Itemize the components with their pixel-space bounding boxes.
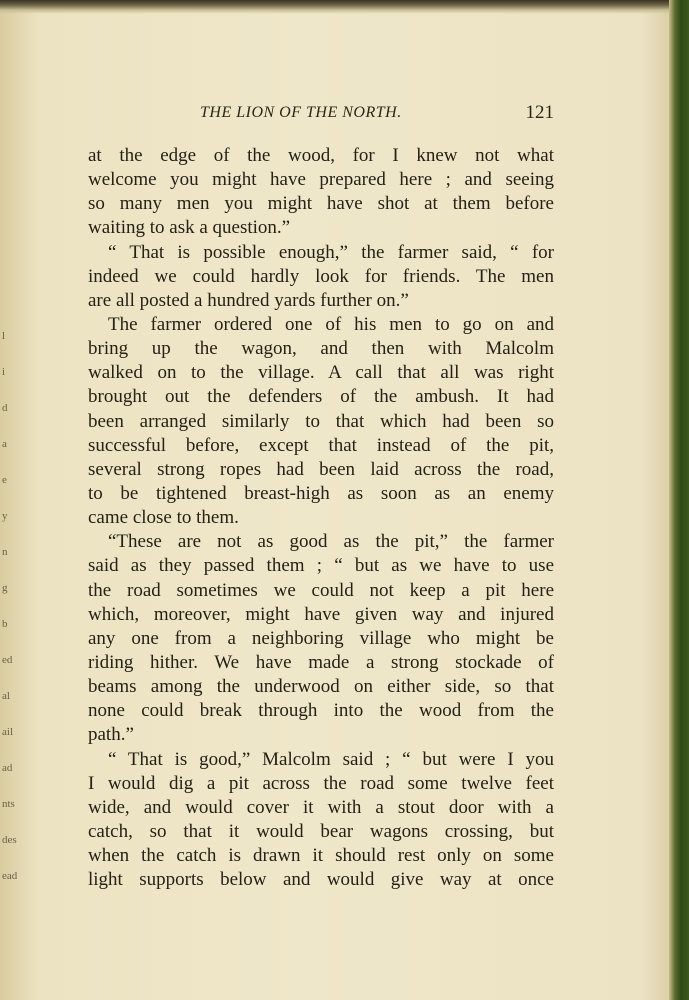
running-title: THE LION OF THE NORTH. xyxy=(200,104,402,121)
bleed-through-glyph: y xyxy=(2,510,8,522)
bleed-through-glyph: ad xyxy=(2,762,13,774)
text-line: several strong ropes had been laid across the road, xyxy=(88,458,554,480)
text-line: “ That is good,” Malcolm said ; “ but were I you xyxy=(108,748,554,770)
book-binding-edge xyxy=(669,0,689,1000)
text-line: The farmer ordered one of his men to go on and xyxy=(108,313,554,335)
text-line: successful before, except that instead of the pit, xyxy=(88,434,554,456)
text-line: none could break through into the wood from the xyxy=(88,700,554,722)
bleed-through-glyph: b xyxy=(2,618,8,630)
text-line: “These are not as good as the pit,” the farmer xyxy=(108,531,554,553)
bleed-through-glyph: nts xyxy=(2,798,15,810)
text-line: when the catch is drawn it should rest only on some xyxy=(88,845,554,867)
bleed-through-glyph: n xyxy=(2,546,8,558)
bleed-through-margin xyxy=(0,330,16,930)
text-line: said as they passed them ; “ but as we have to use xyxy=(88,555,554,577)
body-text xyxy=(88,144,554,892)
bleed-through-glyph: i xyxy=(2,366,6,378)
text-line: bring up the wagon, and then with Malcolm xyxy=(88,338,554,360)
text-line: brought out the defenders of the ambush. It had xyxy=(88,386,554,408)
bleed-through-glyph: l xyxy=(2,330,6,342)
text-line: which, moreover, might have given way and injured xyxy=(88,603,554,625)
bleed-through-glyph: ead xyxy=(2,870,18,882)
bleed-through-glyph: g xyxy=(2,582,8,594)
text-line: at the edge of the wood, for I knew not what xyxy=(88,145,554,166)
text-line: came close to them. xyxy=(88,507,239,529)
text-line: are all posted a hundred yards further on.” xyxy=(88,289,409,311)
text-line: to be tightened breast-high as soon as an enemy xyxy=(88,482,554,504)
text-line: “ That is possible enough,” the farmer said, “ for xyxy=(108,241,554,263)
text-line: wide, and would cover it with a stout door with a xyxy=(88,796,554,818)
page-number: 121 xyxy=(525,102,554,123)
text-line: any one from a neighboring village who might be xyxy=(88,627,554,649)
text-line: walked on to the village. A call that all was right xyxy=(88,362,554,384)
text-line: so many men you might have shot at them before xyxy=(88,193,554,215)
text-line: indeed we could hardly look for friends. The men xyxy=(88,265,554,287)
bleed-through-glyph: ail xyxy=(2,726,13,738)
text-line: path.” xyxy=(88,724,134,746)
page-top-shadow xyxy=(0,0,689,14)
bleed-through-glyph: d xyxy=(2,402,8,414)
bleed-through-glyph: al xyxy=(2,690,10,702)
text-line: light supports below and would give way at once xyxy=(88,869,554,891)
bleed-through-glyph: des xyxy=(2,834,17,846)
bleed-through-glyph: e xyxy=(2,474,7,486)
bleed-through-glyph: ed xyxy=(2,654,13,666)
text-line: waiting to ask a question.” xyxy=(88,217,291,239)
text-line: beams among the underwood on either side, so that xyxy=(88,676,554,698)
text-line: catch, so that it would bear wagons crossing, but xyxy=(88,820,554,842)
text-line: riding hither. We have made a strong stockade of xyxy=(88,651,554,673)
bleed-through-glyph: a xyxy=(2,438,7,450)
text-line: welcome you might have prepared here ; and seeing xyxy=(88,169,554,191)
text-line: been arranged similarly to that which had been so xyxy=(88,410,554,432)
text-line: I would dig a pit across the road some twelve feet xyxy=(88,772,554,794)
running-header xyxy=(88,100,554,128)
text-line: the road sometimes we could not keep a pit here xyxy=(88,579,554,601)
